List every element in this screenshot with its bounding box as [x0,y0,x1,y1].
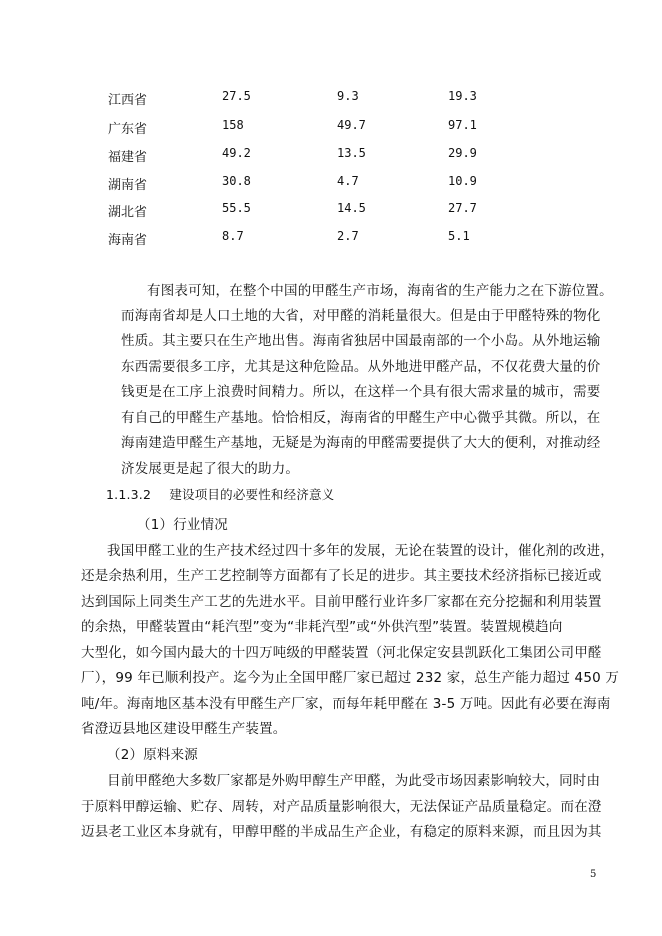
value-cell: 4.7 [337,174,359,188]
value-cell: 5.1 [448,229,470,243]
table-row [0,118,662,138]
province-cell: 湖南省 [108,178,148,193]
section-title: 建设项目的必要性和经济意义 [169,487,335,502]
table-row [0,174,662,194]
value-cell: 13.5 [337,146,366,160]
value-cell: 27.7 [448,201,477,215]
value-cell: 8.7 [222,229,244,243]
value-cell: 10.9 [448,174,477,188]
text-line: 迈县老工业区本身就有，甲醇甲醛的半成品生产企业，有稳定的原料来源，而且因为其 [81,824,602,840]
text-line: 海南建造甲醛生产基地，无疑是为海南的甲醛需要提供了大大的便利，对推动经 [121,435,601,451]
text-line: 而海南省却是人口土地的大省，对甲醛的消耗量很大。但是由于甲醛特殊的物化 [121,308,601,324]
text-line: 钱更是在工序上浪费时间精力。所以，在这样一个具有很大需求量的城市，需要 [121,384,601,400]
section-number: 1.1.3.2 [106,487,152,502]
text-line: 有自己的甲醛生产基地。恰恰相反，海南省的甲醛生产中心微乎其微。所以，在 [121,410,601,426]
value-cell: 9.3 [337,89,359,103]
value-cell: 19.3 [448,89,477,103]
text-line: 厂），99 年已顺利投产。迄今为止全国甲醛厂家已超过 232 家，总生产能力超过 450 万 [81,670,620,686]
value-cell: 97.1 [448,118,477,132]
subsection-title: （2）原料来源 [107,747,198,763]
table-row [0,201,662,221]
text-line: 省澄迈县地区建设甲醛生产装置。 [81,721,287,737]
text-line: 大型化，如今国内最大的十四万吨级的甲醛装置（河北保定安县凯跃化工集团公司甲醛 [81,645,602,661]
text-line: 还是余热利用，生产工艺控制等方面都有了长足的进步。其主要技术经济指标已接近或 [81,568,602,584]
value-cell: 29.9 [448,146,477,160]
value-cell: 158 [222,118,244,132]
text-line: 目前甲醛绝大多数厂家都是外购甲醇生产甲醛，为此受市场因素影响较大，同时由 [107,773,601,789]
value-cell: 30.8 [222,174,251,188]
province-cell: 海南省 [108,233,148,248]
value-cell: 14.5 [337,201,366,215]
text-line: 济发展更是起了很大的助力。 [121,461,300,477]
province-cell: 湖北省 [108,205,148,220]
text-line: 性质。其主要只在生产地出售。海南省独居中国最南部的一个小岛。从外地运输 [121,333,601,349]
province-cell: 广东省 [108,122,148,137]
value-cell: 49.2 [222,146,251,160]
table-row [0,89,662,109]
value-cell: 49.7 [337,118,366,132]
province-cell: 福建省 [108,150,148,165]
text-line: 有图表可知，在整个中国的甲醛生产市场，海南省的生产能力之在下游位置。 [147,283,613,299]
value-cell: 55.5 [222,201,251,215]
table-row [0,229,662,249]
text-line: 的余热，甲醛装置由“耗汽型”变为“非耗汽型”或“外供汽型”装置。装置规模趋向 [81,619,563,635]
text-line: 东西需要很多工序，尤其是这种危险品。从外地进甲醛产品，不仅花费大量的价 [121,359,601,375]
subsection-title: （1）行业情况 [137,517,228,533]
province-cell: 江西省 [108,93,148,108]
text-line: 我国甲醛工业的生产技术经过四十多年的发展，无论在装置的设计，催化剂的改进， [107,543,614,559]
value-cell: 2.7 [337,229,359,243]
text-line: 达到国际上同类生产工艺的先进水平。目前甲醛行业许多厂家都在充分挖掘和利用装置 [81,594,602,610]
text-line: 吨/年。海南地区基本没有甲醛生产厂家，而每年耗甲醛在 3-5 万吨。因此有必要在海南 [81,696,611,712]
value-cell: 27.5 [222,89,251,103]
page-number: 5 [590,869,597,880]
section-heading [106,485,334,503]
table-row [0,146,662,166]
text-line: 于原料甲醇运输、贮存、周转，对产品质量影响很大，无法保证产品质量稳定。而在澄 [81,799,602,815]
